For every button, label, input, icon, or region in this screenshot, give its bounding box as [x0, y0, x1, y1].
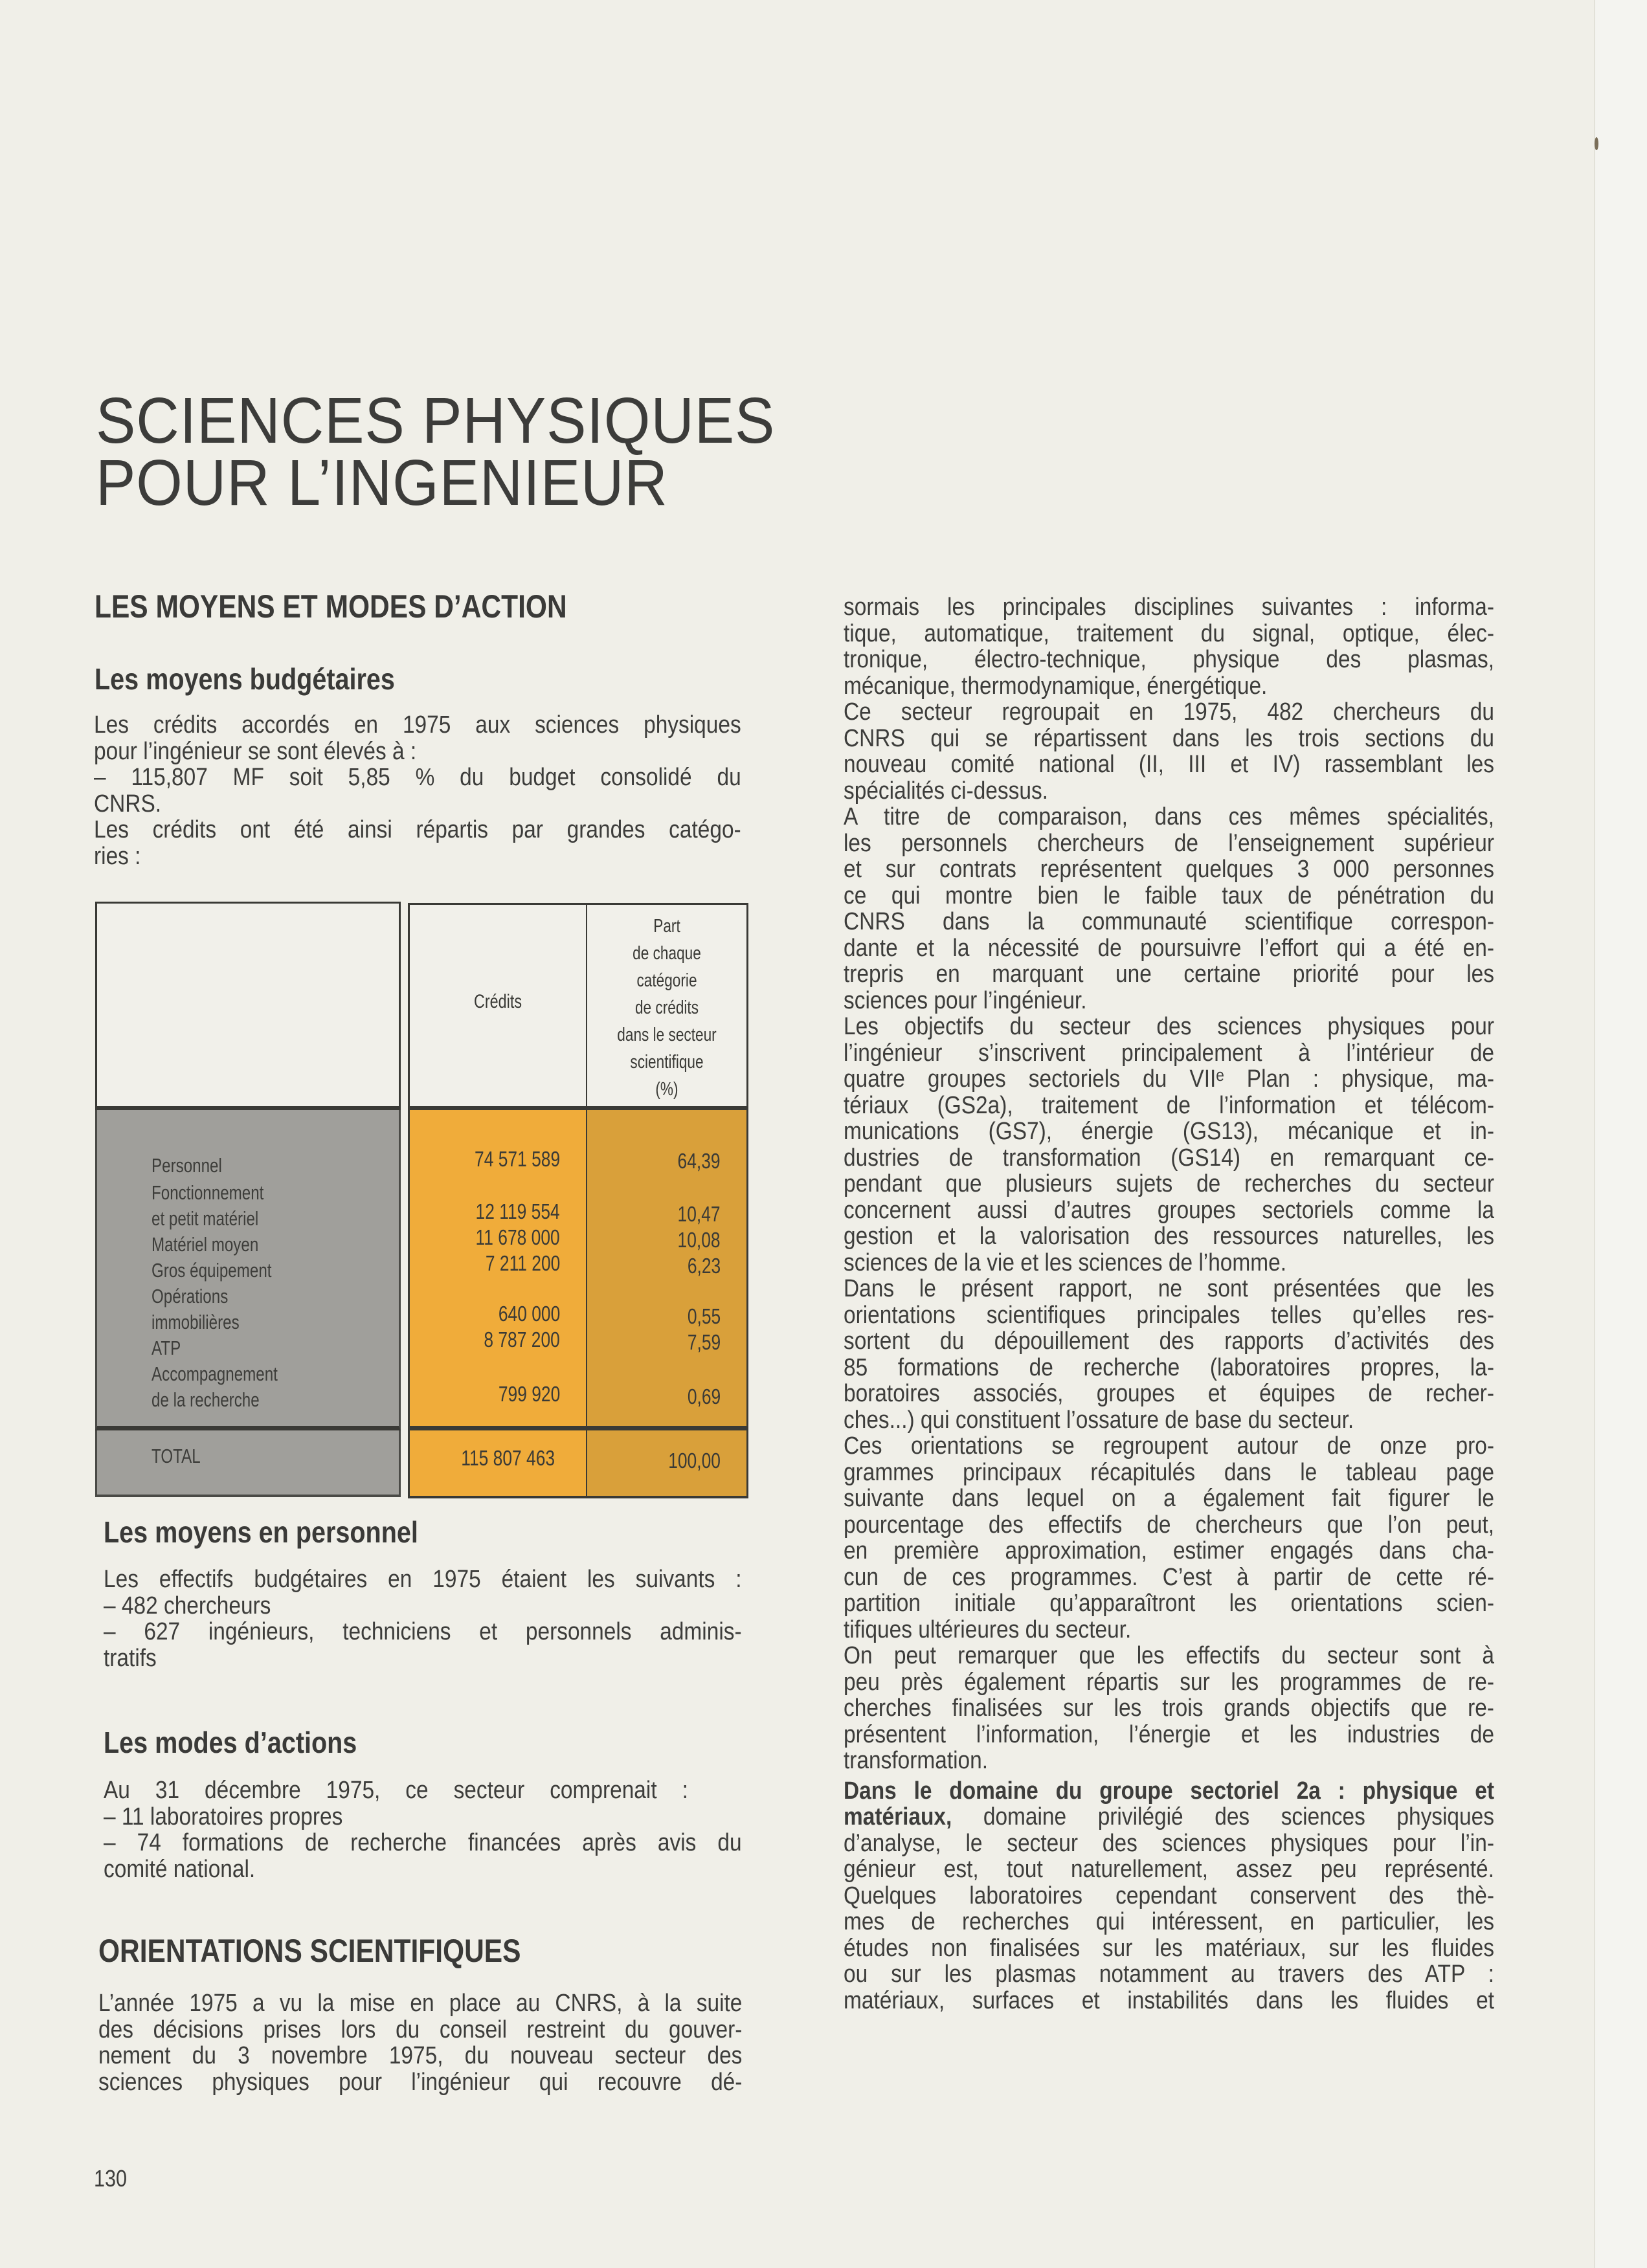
- budget-table-values: [408, 903, 748, 1498]
- text-line: On peut remarquer que les effectifs du secteur sont à: [844, 1642, 1494, 1669]
- text-line: 85 formations de recherche (laboratoires propres, la-: [844, 1353, 1494, 1381]
- category-label: Accompagnement: [151, 1362, 278, 1385]
- credit-value: 799 920: [498, 1382, 560, 1406]
- part-value: 6,23: [687, 1254, 721, 1278]
- section-heading-orientations: ORIENTATIONS SCIENTIFIQUES: [98, 1933, 521, 1969]
- part-header-line: Part: [653, 916, 680, 937]
- text-line: et sur contrats représentent quelques 3 000 personnes: [844, 856, 1494, 883]
- total-label: TOTAL: [151, 1445, 201, 1467]
- text-line: tifiques ultérieures du secteur.: [844, 1616, 1132, 1643]
- text-line: sormais les principales disciplines suivantes : informa-: [844, 594, 1494, 621]
- part-value: 7,59: [687, 1330, 721, 1354]
- text-fragment: domaine privilégié des sciences physiques: [952, 1803, 1494, 1830]
- part-header-line: de crédits: [634, 997, 699, 1018]
- credits-total: 115 807 463: [461, 1446, 555, 1470]
- table-total-label-cell: [95, 1430, 401, 1497]
- part-values: [587, 1110, 746, 1426]
- orientations-intro-paragraph: [98, 1990, 743, 2096]
- text-line: ou sur les plasmas notamment au travers des ATP :: [844, 1961, 1494, 1988]
- category-label: Opérations: [151, 1285, 229, 1307]
- credit-value: 7 211 200: [485, 1251, 560, 1275]
- text-line: tériaux (GS2a), traitement de l’information et télécom-: [844, 1091, 1494, 1119]
- text-line: l’ingénieur s’inscrivent principalement à l’intérieur de: [844, 1039, 1494, 1067]
- part-values-cell: [587, 1110, 748, 1430]
- part-header-line: de chaque: [633, 943, 701, 964]
- subheading-budget: Les moyens budgétaires: [95, 662, 395, 696]
- part-header-line: catégorie: [636, 970, 697, 991]
- text-line: munications (GS7), énergie (GS13), mécanique et in-: [844, 1118, 1494, 1145]
- text-line: nement du 3 novembre 1975, du nouveau secteur des: [98, 2042, 743, 2069]
- part-value: 10,47: [677, 1202, 721, 1226]
- category-label: Personnel: [151, 1154, 222, 1177]
- page-edge: [1594, 0, 1647, 2268]
- part-header-line: dans le secteur: [617, 1025, 717, 1045]
- text-line: – 11 laboratoires propres: [104, 1803, 343, 1830]
- text-line: études non finalisées sur les matériaux, sur les fluides: [844, 1934, 1494, 1962]
- text-line: CNRS qui se répartissent dans les trois sections du: [844, 724, 1494, 752]
- text-line: nouveau comité national (II, III et IV) rassemblant les: [844, 751, 1494, 778]
- text-line: pourcentage des effectifs de chercheurs que l’on peut,: [844, 1511, 1494, 1539]
- text-line: Au 31 décembre 1975, ce secteur comprenait :: [104, 1777, 688, 1804]
- category-label: immobilières: [151, 1311, 240, 1333]
- text-line: tique, automatique, traitement du signal, optique, élec-: [844, 619, 1494, 647]
- credits-total-wrap: [410, 1430, 586, 1496]
- text-line: Dans le présent rapport, ne sont présentées que les: [844, 1275, 1494, 1302]
- text-line: dante et la nécessité de poursuivre l’effort qui a été en-: [844, 934, 1494, 962]
- text-line: d’analyse, le secteur des sciences physiques pour l’in-: [844, 1829, 1494, 1857]
- text-line: sciences physiques pour l’ingénieur qui recouvre dé-: [98, 2068, 743, 2096]
- text-line: mécanique, thermodynamique, énergétique.: [844, 672, 1268, 700]
- credit-value: 11 678 000: [475, 1225, 560, 1249]
- part-value: 10,08: [677, 1228, 721, 1252]
- text-line: ce qui montre bien le faible taux de pénétration du: [844, 882, 1494, 909]
- title-line-2: POUR L’INGENIEUR: [96, 447, 668, 519]
- bold-lead-word: matériaux,: [844, 1803, 952, 1830]
- text-line: spécialités ci-dessus.: [844, 777, 1048, 805]
- text-line: L’année 1975 a vu la mise en place au CNRS, à la suite: [98, 1990, 743, 2017]
- text-line: cherches finalisées sur les trois grands objectifs que re-: [844, 1695, 1494, 1722]
- text-line: Les objectifs du secteur des sciences physiques pour: [844, 1013, 1494, 1040]
- category-label: Gros équipement: [151, 1259, 272, 1282]
- text-line: mes de recherches qui intéressent, en particulier, les: [844, 1908, 1494, 1935]
- text-line: gestion et la valorisation des ressources naturelles, les: [844, 1223, 1494, 1250]
- subheading-personnel: Les moyens en personnel: [104, 1515, 418, 1549]
- text-line: – 482 chercheurs: [104, 1592, 271, 1619]
- page-number: 130: [94, 2165, 128, 2192]
- text-line: pour l’ingénieur se sont élevés à :: [94, 737, 417, 765]
- text-line: en première approximation, estimer engagés dans cha-: [844, 1537, 1494, 1564]
- part-header-line: scientifique: [630, 1052, 704, 1073]
- text-line: – 74 formations de recherche financées après avis du: [104, 1829, 742, 1856]
- text-line: partition initiale qu’apparaîtront les orientations scien-: [844, 1590, 1494, 1617]
- credits-values-cell: [408, 1110, 587, 1430]
- credit-value: 74 571 589: [474, 1147, 560, 1171]
- text-line: ches...) qui constituent l’ossature de base du secteur.: [844, 1406, 1354, 1434]
- text-line: CNRS.: [94, 790, 162, 817]
- budget-table-labels: [95, 902, 401, 1497]
- text-line: Quelques laboratoires cependant conservent des thè-: [844, 1882, 1494, 1909]
- part-value: 0,69: [687, 1384, 721, 1408]
- text-line: matériaux, surfaces et instabilités dans les fluides et: [844, 1986, 1494, 2014]
- text-line: sortent du dépouillement des rapports d’activités des: [844, 1328, 1494, 1355]
- part-total: 100,00: [668, 1449, 721, 1473]
- section-heading-moyens: LES MOYENS ET MODES D’ACTION: [95, 588, 567, 625]
- credits-header-wrap: [429, 989, 566, 1015]
- text-line: tronique, électro-technique, physique des plasmas,: [844, 646, 1494, 673]
- text-line: Ces orientations se regroupent autour de onze pro-: [844, 1432, 1494, 1460]
- personnel-paragraph: [104, 1566, 742, 1672]
- text-line: Les effectifs budgétaires en 1975 étaient les suivants :: [104, 1566, 742, 1593]
- table-category-cell: [95, 1110, 401, 1430]
- category-label: ATP: [151, 1337, 181, 1359]
- text-line: sciences de la vie et les sciences de l’homme.: [844, 1249, 1286, 1276]
- part-header-wrap: [605, 913, 729, 1103]
- text-line: trepris en marquant une certaine priorité pour les: [844, 961, 1494, 988]
- part-value: 0,55: [687, 1304, 721, 1328]
- column-header-credits: [408, 903, 587, 1110]
- text-line: [844, 1804, 1494, 1830]
- credit-value: 12 119 554: [475, 1199, 560, 1223]
- text-line: quatre groupes sectoriels du VIIᵉ Plan : physique, ma-: [844, 1065, 1494, 1093]
- text-line: transformation.: [844, 1747, 989, 1774]
- column-header-part: [587, 903, 748, 1110]
- title-line-1: SCIENCES PHYSIQUES: [96, 384, 776, 457]
- text-line: cun de ces programmes. C’est à partir de cette ré-: [844, 1563, 1494, 1591]
- credits-total-cell: [408, 1430, 587, 1498]
- page-title: [96, 384, 776, 519]
- credit-value: 8 787 200: [484, 1328, 560, 1351]
- category-label: Fonctionnement: [151, 1181, 264, 1204]
- category-label: de la recherche: [151, 1388, 260, 1411]
- part-header-line: (%): [655, 1079, 678, 1100]
- orientations-right-column: [844, 594, 1494, 2014]
- subheading-modes: Les modes d’actions: [104, 1726, 357, 1759]
- text-line: Ce secteur regroupait en 1975, 482 chercheurs du: [844, 698, 1494, 726]
- text-line: les personnels chercheurs de l’enseignement supérieur: [844, 829, 1494, 857]
- credits-values: [410, 1110, 586, 1426]
- text-line: dustries de transformation (GS14) en remarquant ce-: [844, 1144, 1494, 1172]
- text-line: concernent aussi d’autres groupes sectoriels comme la: [844, 1196, 1494, 1224]
- text-line: ries :: [94, 842, 141, 870]
- text-line: des décisions prises lors du conseil restreint du gouver-: [98, 2016, 743, 2043]
- text-line: peu près également répartis sur les programmes de re-: [844, 1668, 1494, 1696]
- text-line: – 627 ingénieurs, techniciens et personnels adminis-: [104, 1618, 742, 1645]
- bold-lead-line: Dans le domaine du groupe sectoriel 2a : physique et: [844, 1777, 1494, 1805]
- text-line: – 115,807 MF soit 5,85 % du budget consolidé du: [94, 764, 741, 791]
- budget-paragraph: [94, 711, 741, 870]
- text-line: génieur est, tout naturellement, assez peu représenté.: [844, 1856, 1494, 1883]
- text-line: A titre de comparaison, dans ces mêmes spécialités,: [844, 803, 1494, 830]
- text-line: présentent l’information, l’énergie et les industries de: [844, 1720, 1494, 1748]
- text-line: sciences pour l’ingénieur.: [844, 986, 1087, 1014]
- text-line: tratifs: [104, 1644, 157, 1672]
- text-line: suivante dans lequel on a également fait figurer le: [844, 1485, 1494, 1512]
- text-line: comité national.: [104, 1855, 256, 1883]
- table-header-blank: [95, 902, 401, 1110]
- text-line: orientations scientifiques principales telles qu’elles res-: [844, 1301, 1494, 1329]
- category-label: et petit matériel: [151, 1207, 259, 1230]
- text-line: pendant que plusieurs sujets de recherches du secteur: [844, 1170, 1494, 1197]
- text-line: Les crédits ont été ainsi répartis par grandes catégo-: [94, 816, 741, 843]
- part-total-wrap: [587, 1430, 746, 1496]
- text-line: boratoires associés, groupes et équipes de recher-: [844, 1380, 1494, 1407]
- part-total-cell: [587, 1430, 748, 1498]
- category-label: Matériel moyen: [151, 1233, 259, 1256]
- text-line: CNRS dans la communauté scientifique correspon-: [844, 908, 1494, 935]
- modes-paragraph: [104, 1777, 742, 1883]
- paper-blemish: [1595, 137, 1598, 150]
- credits-header: Crédits: [473, 991, 522, 1012]
- part-value: 64,39: [677, 1149, 721, 1173]
- text-line: Les crédits accordés en 1975 aux sciences physiques: [94, 711, 741, 739]
- text-line: grammes principaux récapitulés dans le tableau page: [844, 1458, 1494, 1486]
- credit-value: 640 000: [498, 1302, 560, 1326]
